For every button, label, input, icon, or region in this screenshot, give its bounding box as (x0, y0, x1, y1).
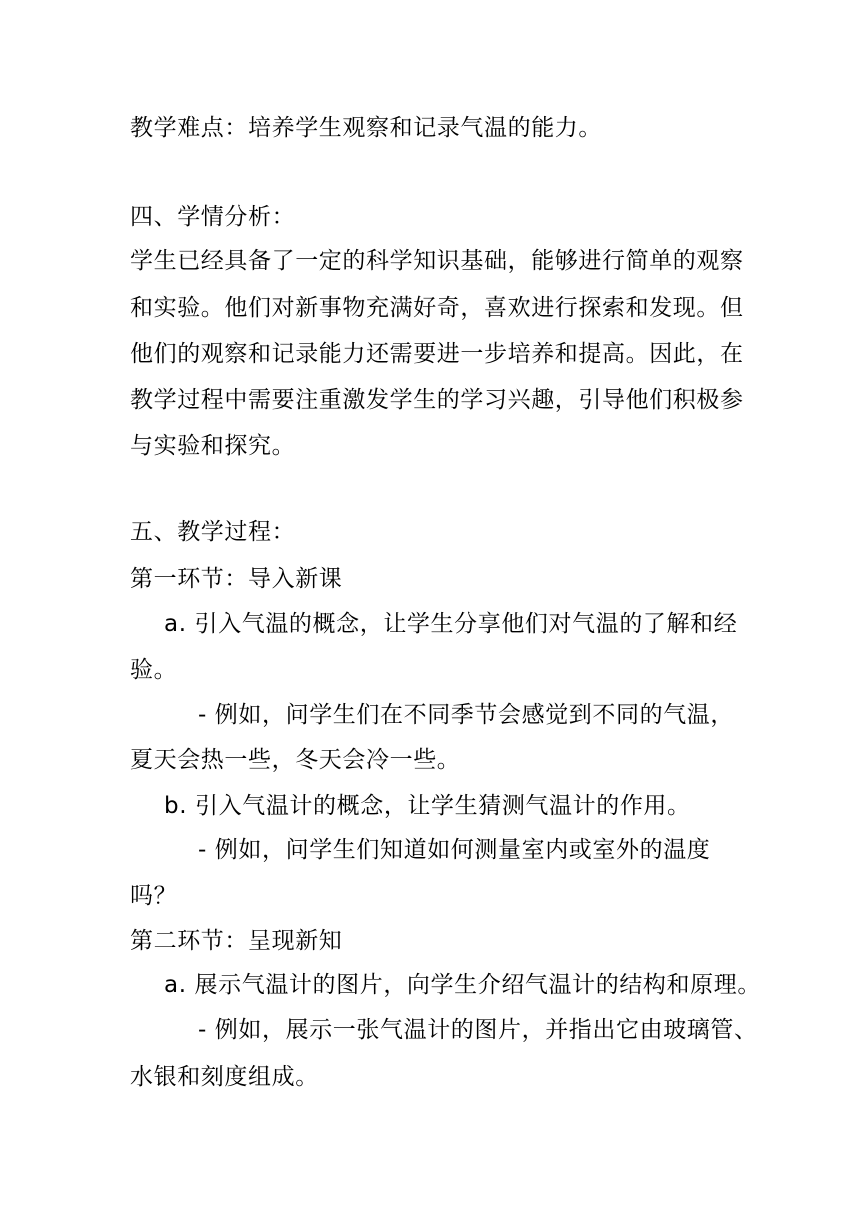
subheading-stage-two: 第二环节：呈现新知 (130, 928, 343, 954)
section-heading-student-analysis: 四、学情分析： (130, 204, 296, 230)
list-item-a: a. 展示气温计的图片，向学生介绍气温计的结构和原理。 (164, 972, 761, 998)
paragraph-line: 与实验和探究。 (130, 433, 296, 459)
example-item: - 例如，问学生们在不同季节会感觉到不同的气温， (198, 702, 735, 728)
paragraph-line: 他们的观察和记录能力还需要进一步培养和提高。因此，在 (130, 341, 744, 367)
teaching-difficulty-line: 教学难点：培养学生观察和记录气温的能力。 (130, 115, 602, 141)
paragraph-line: 和实验。他们对新事物充满好奇，喜欢进行探索和发现。但 (130, 295, 744, 321)
section-heading-teaching-process: 五、教学过程： (130, 519, 296, 545)
list-item-continuation: 验。 (130, 657, 178, 683)
example-item: - 例如，展示一张气温计的图片，并指出它由玻璃管、 (198, 1017, 758, 1043)
example-continuation: 吗？ (130, 883, 178, 909)
example-continuation: 水银和刻度组成。 (130, 1064, 319, 1090)
example-item: - 例如，问学生们知道如何测量室内或室外的温度 (198, 837, 711, 863)
list-item-a: a. 引入气温的概念，让学生分享他们对气温的了解和经 (164, 611, 738, 637)
subheading-stage-one: 第一环节：导入新课 (130, 566, 343, 592)
list-item-b: b. 引入气温计的概念，让学生猜测气温计的作用。 (164, 793, 691, 819)
example-continuation: 夏天会热一些，冬天会冷一些。 (130, 747, 461, 773)
paragraph-line: 学生已经具备了一定的科学知识基础，能够进行简单的观察 (130, 248, 744, 274)
paragraph-line: 教学过程中需要注重激发学生的学习兴趣，引导他们积极参 (130, 387, 744, 413)
